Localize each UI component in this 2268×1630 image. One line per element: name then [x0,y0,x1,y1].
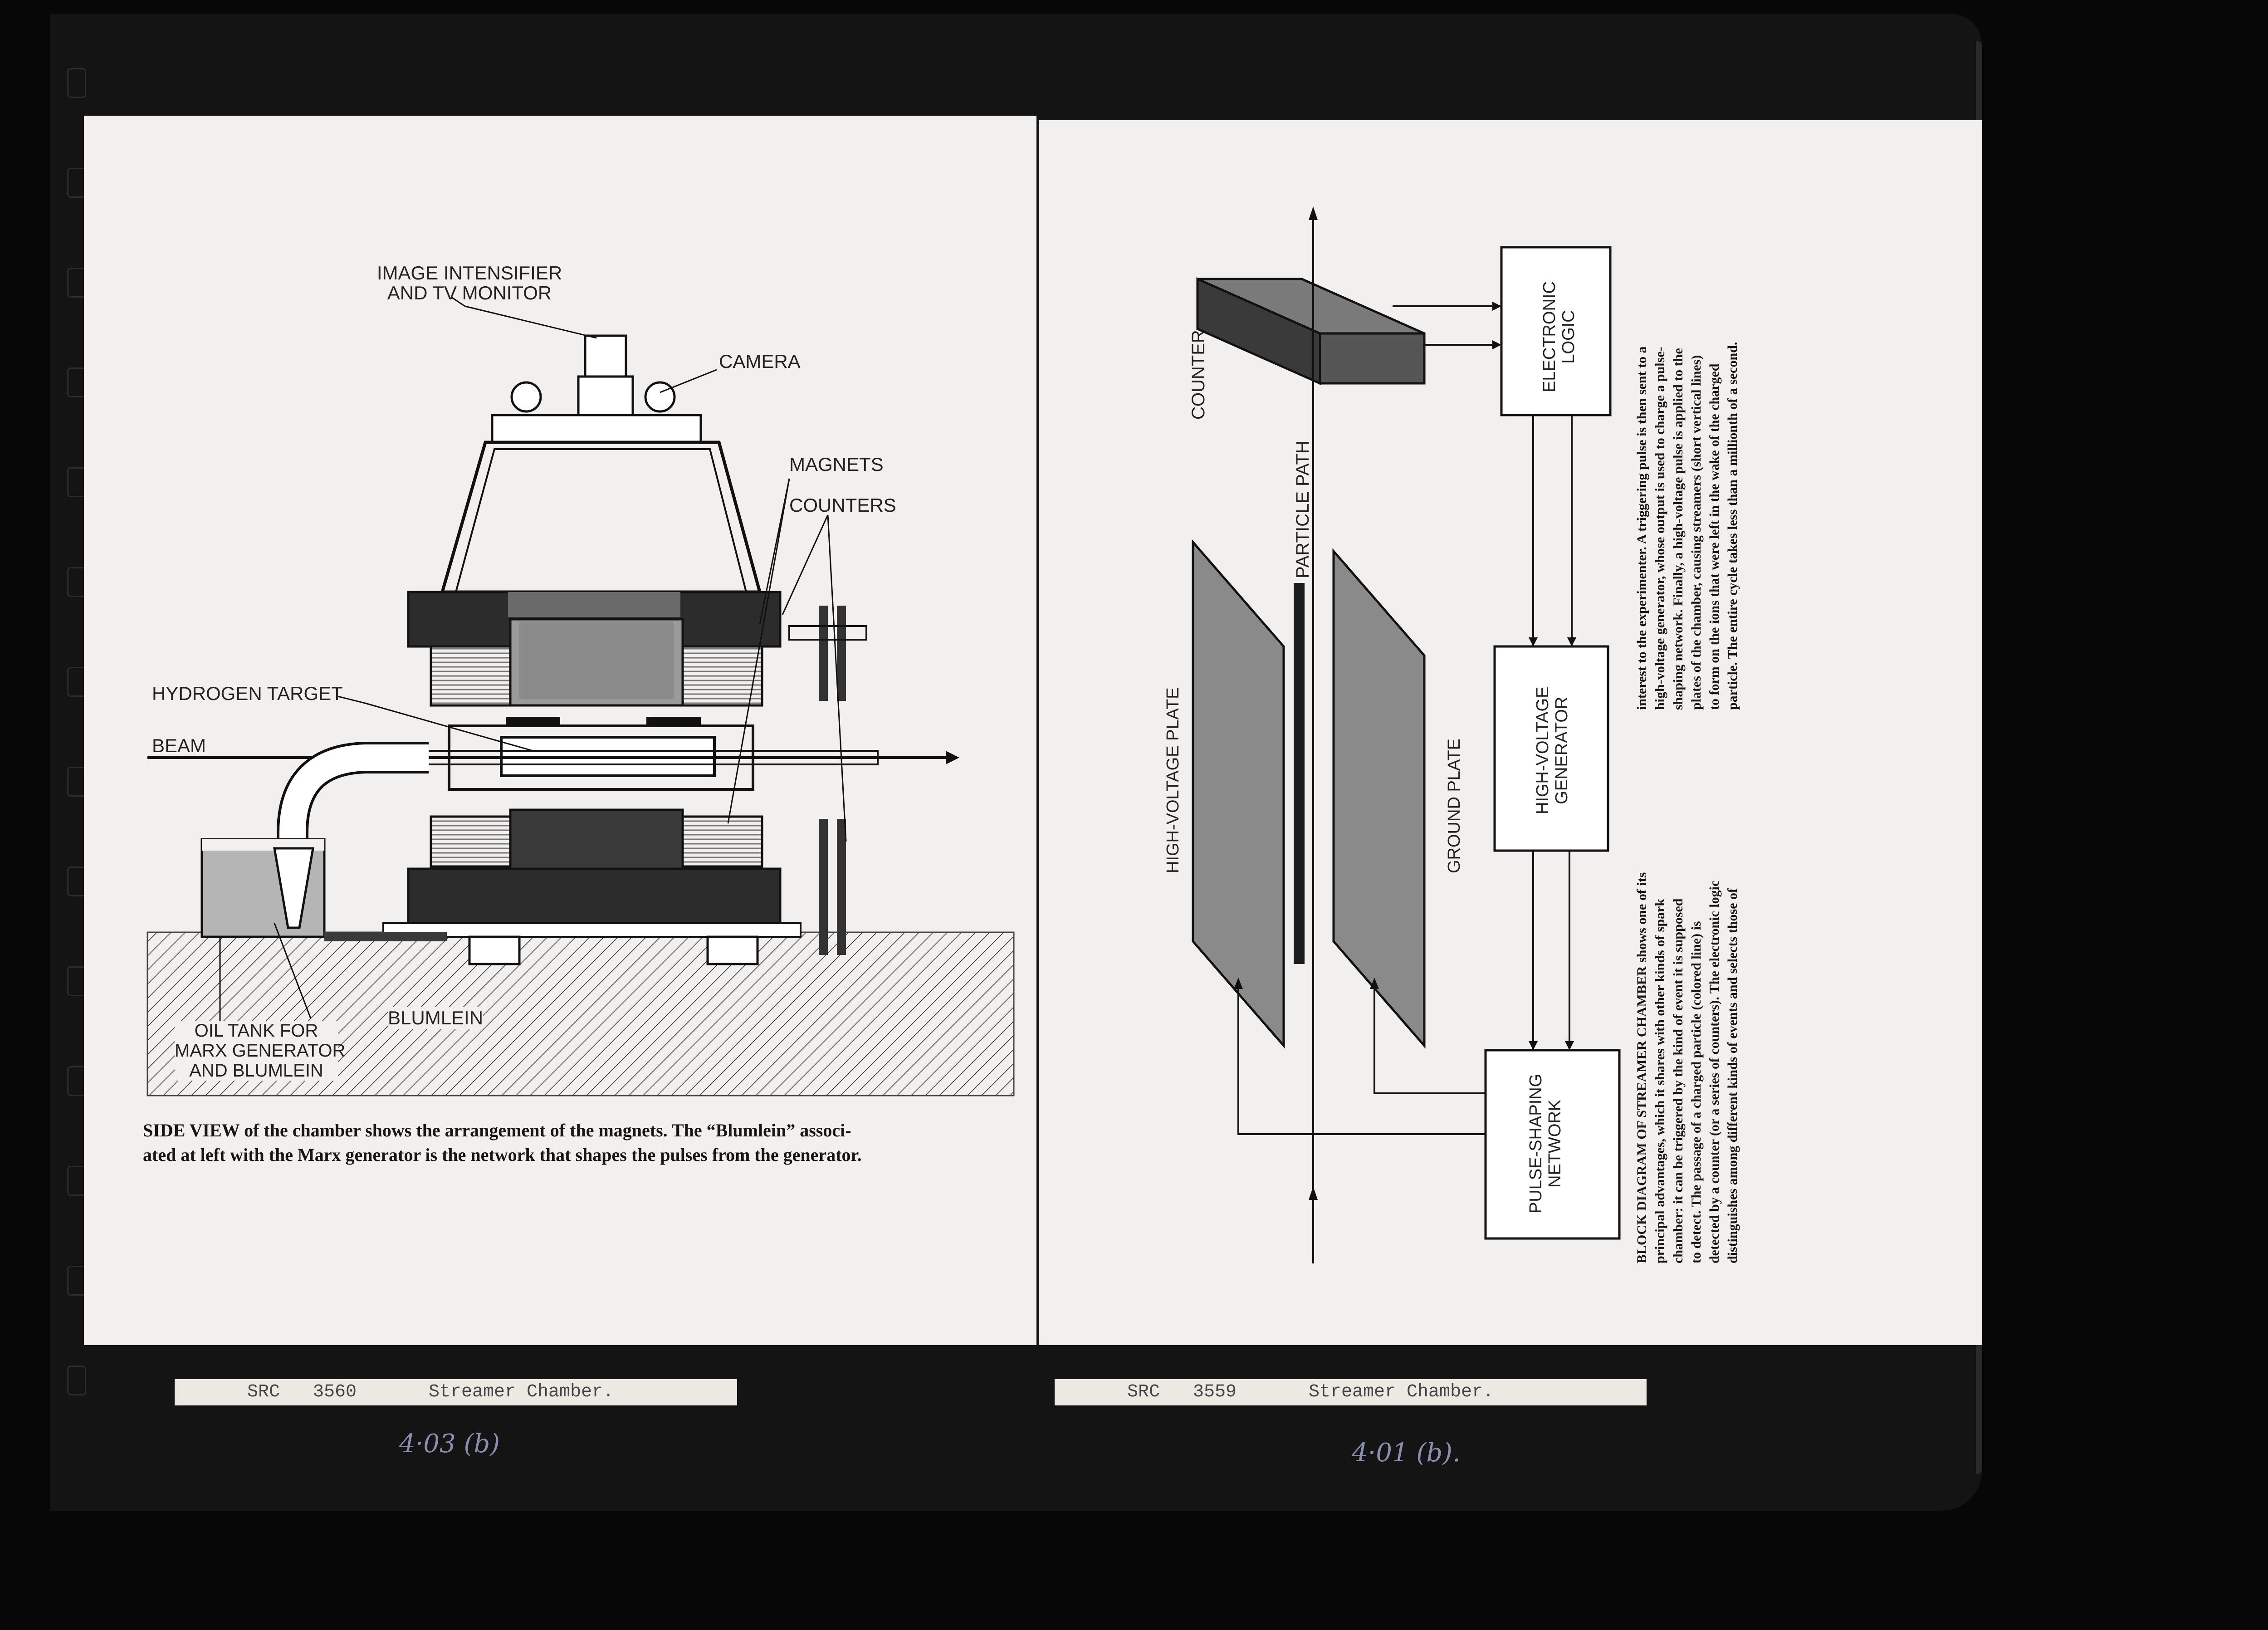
label-high-voltage-generator: HIGH-VOLTAGE GENERATOR [1533,686,1571,814]
lower-support-r [708,937,758,964]
label-camera: CAMERA [719,351,801,372]
label-counters: COUNTERS [789,494,896,516]
label-particle-path: PARTICLE PATH [1293,441,1313,578]
archive-title: Streamer Chamber. [429,1382,614,1402]
label-blumlein: BLUMLEIN [388,1007,484,1028]
label-counter: COUNTER [1188,330,1208,420]
handwritten-note-left: 4·03 (b) [399,1429,500,1459]
label-beam: BEAM [152,735,206,756]
chamber-feet-l [506,717,560,725]
label-high-voltage-plate: HIGH-VOLTAGE PLATE [1163,687,1183,873]
archive-number: 3559 [1193,1382,1237,1402]
archive-label-left [175,1379,737,1405]
camera-mount [492,415,701,442]
label-hydrogen-target: HYDROGEN TARGET [152,683,343,704]
upper-pole-block [519,622,674,699]
archive-label-right [1055,1379,1647,1405]
archive-number: 3560 [313,1382,357,1402]
label-image-intensifier: IMAGE INTENSIFIER AND TV MONITOR [376,262,562,303]
block-diagram-caption-col2: interest to the experimenter. A triggering pulse is then sent to a high-voltage generator, whose output is used to charge a pulse- shaping network. Finally, a high-voltage pulse is applied to the plates of the chamber, causing streamers (short vertical lines) to form on the ions that were left in the wake of the charged particle. The entire cycle takes less than a millionth of a second. [1634,342,1740,710]
lower-magnet [408,869,780,923]
block-diagram-caption-col1: BLOCK DIAGRAM OF STREAMER CHAMBER shows one of its principal advantages, which it shares with other kinds of spark chamber: it can be triggered by the kind of event it is supposed to detect. The passage of a charged particle (colored line) is detected by a counter (or a series of counters). The electronic logic distinguishes among different kinds of events and selects those of [1634,872,1740,1263]
archive-title: Streamer Chamber. [1309,1382,1494,1402]
archive-code: SRC [247,1382,280,1402]
beam-arrow [946,751,959,764]
counter-top2 [837,606,846,701]
tank-wall [324,932,447,941]
chamber-feet-r [646,717,701,725]
label-oil-tank: OIL TANK FOR MARX GENERATOR AND BLUMLEIN [175,1021,346,1081]
counter-bottom2 [837,819,846,955]
camera-left [512,382,541,411]
side-view-print [84,116,1036,1345]
high-voltage-plate-shape [1193,542,1284,1046]
label-magnets: MAGNETS [789,454,884,475]
counter-side-face [1320,333,1424,383]
upper-magnet-core [508,592,680,617]
label-ground-plate: GROUND PLATE [1445,738,1464,873]
streamer-bar [1294,583,1305,964]
ground-plate-shape [1334,551,1424,1046]
camera-frame-inner [456,449,746,592]
label-pulse-shaping-network: PULSE-SHAPING NETWORK [1526,1073,1564,1214]
counter-top [819,606,828,701]
label-electronic-logic: ELECTRONIC LOGIC [1540,281,1578,392]
counter-bottom [819,819,828,955]
lower-pole-center [510,810,683,869]
camera-right [645,382,675,411]
block-diagram-print [1039,120,1982,1345]
archive-code: SRC [1127,1382,1160,1402]
side-view-caption: SIDE VIEW of the chamber shows the arrangement of the magnets. The “Blumlein” associ- ated at left with the Marx generator is the network that shapes the pulses from the generator. [143,1120,862,1165]
handwritten-note-right: 4·01 (b). [1352,1438,1461,1468]
monitor-box [585,336,626,379]
lower-support-l [469,937,519,964]
